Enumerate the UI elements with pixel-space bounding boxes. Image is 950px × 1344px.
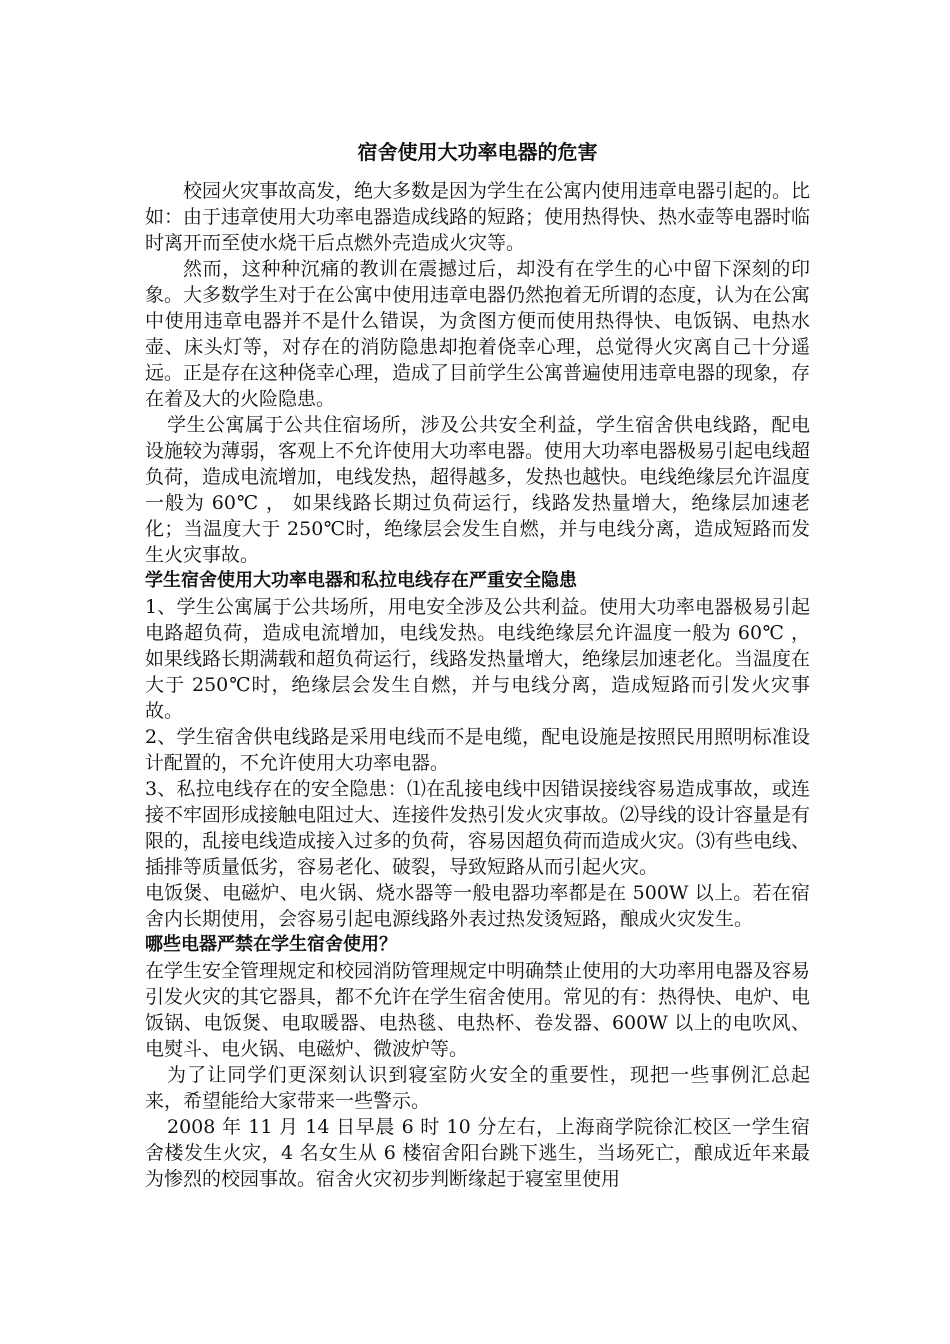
point-item-2: 2、学生宿舍供电线路是采用电线而不是电缆，配电设施是按照民用照明标准设计配置的，不允许使用大功率电器。: [145, 726, 810, 774]
paragraph-case: 2008 年 11 月 14 日早晨 6 时 10 分左右，上海商学院徐汇校区一学生宿舍楼发生火灾，4 名女生从 6 楼宿舍阳台跳下逃生，当场死亡，酿成近年来最为惨烈的校园事故。宿舍火灾初步判断缘起于寝室里使用: [145, 1116, 810, 1190]
page-title: 宿舍使用大功率电器的危害: [357, 140, 598, 164]
section-heading-hazards: 学生宿舍使用大功率电器和私拉电线存在严重安全隐患: [145, 570, 577, 591]
point-item-3: 3、私拉电线存在的安全隐患：⑴在乱接电线中因错误接线容易造成事故，或连接不牢固形成接触电阻过大、连接件发热引发火灾事故。⑵导线的设计容量是有限的，乱接电线造成接入过多的负荷，容易因超负荷而造成火灾。⑶有些电线、插排等质量低劣，容易老化、破裂，导致短路从而引起火灾。: [145, 778, 811, 878]
document-body: [145, 130, 810, 1192]
paragraph-warning: 为了让同学们更深刻认识到寝室防火安全的重要性，现把一些事例汇总起来，希望能给大家带来一些警示。: [145, 1064, 810, 1112]
section-heading-banned: 哪些电器严禁在学生宿舍使用？: [145, 934, 397, 955]
paragraph-banned-list: 在学生安全管理规定和校园消防管理规定中明确禁止使用的大功率用电器及容易引发火灾的其它器具，都不允许在学生宿舍使用。常见的有：热得快、电炉、电饭锅、电饭煲、电取暖器、电热毯、电热杯、卷发器、600W 以上的电吹风、电熨斗、电火锅、电磁炉、微波炉等。: [145, 960, 811, 1060]
point-item-1: 1、学生公寓属于公共场所，用电安全涉及公共利益。使用大功率电器极易引起电路超负荷，造成电流增加，电线发热。电线绝缘层允许温度一般为 60℃ ，如果线路长期满载和超负荷运行，线路发热量增大，绝缘层加速老化。当温度在大于 250℃时，绝缘层会发生自燃，并与电线分离，造成短路而引发火灾事故。: [145, 596, 811, 722]
paragraph-lesson: 然而，这种种沉痛的教训在震撼过后，却没有在学生的心中留下深刻的印象。大多数学生对于在公寓中使用违章电器仍然抱着无所谓的态度，认为在公寓中使用违章电器并不是什么错误，为贪图方便而使用热得快、电饭锅、电热水壶、床头灯等，对存在的消防隐患却抱着侥幸心理，总觉得火灾离自己十分遥远。正是存在这种侥幸心理，造成了目前学生公寓普遍使用违章电器的现象，存在着及大的火险隐患。: [145, 258, 811, 410]
paragraph-apartment: 学生公寓属于公共住宿场所，涉及公共安全利益，学生宿舍供电线路，配电设施较为薄弱，客观上不允许使用大功率电器。使用大功率电器极易引起电线超负荷，造成电流增加，电线发热，超得越多，发热也越快。电线绝缘层允许温度一般为 60℃ ， 如果线路长期过负荷运行，线路发热量增大，绝缘层加速老化；当温度大于 250℃时，绝缘层会发生自燃，并与电线分离，造成短路而发生火灾事故。: [145, 414, 811, 566]
paragraph-appliance-power: 电饭煲、电磁炉、电火锅、烧水器等一般电器功率都是在 500W 以上。若在宿舍内长期使用，会容易引起电源线路外表过热发烫短路，酿成火灾发生。: [145, 882, 810, 930]
paragraph-intro: 校园火灾事故高发，绝大多数是因为学生在公寓内使用违章电器引起的。比如：由于违章使用大功率电器造成线路的短路；使用热得快、热水壶等电器时临时离开而至使水烧干后点燃外壳造成火灾等。: [145, 180, 811, 254]
